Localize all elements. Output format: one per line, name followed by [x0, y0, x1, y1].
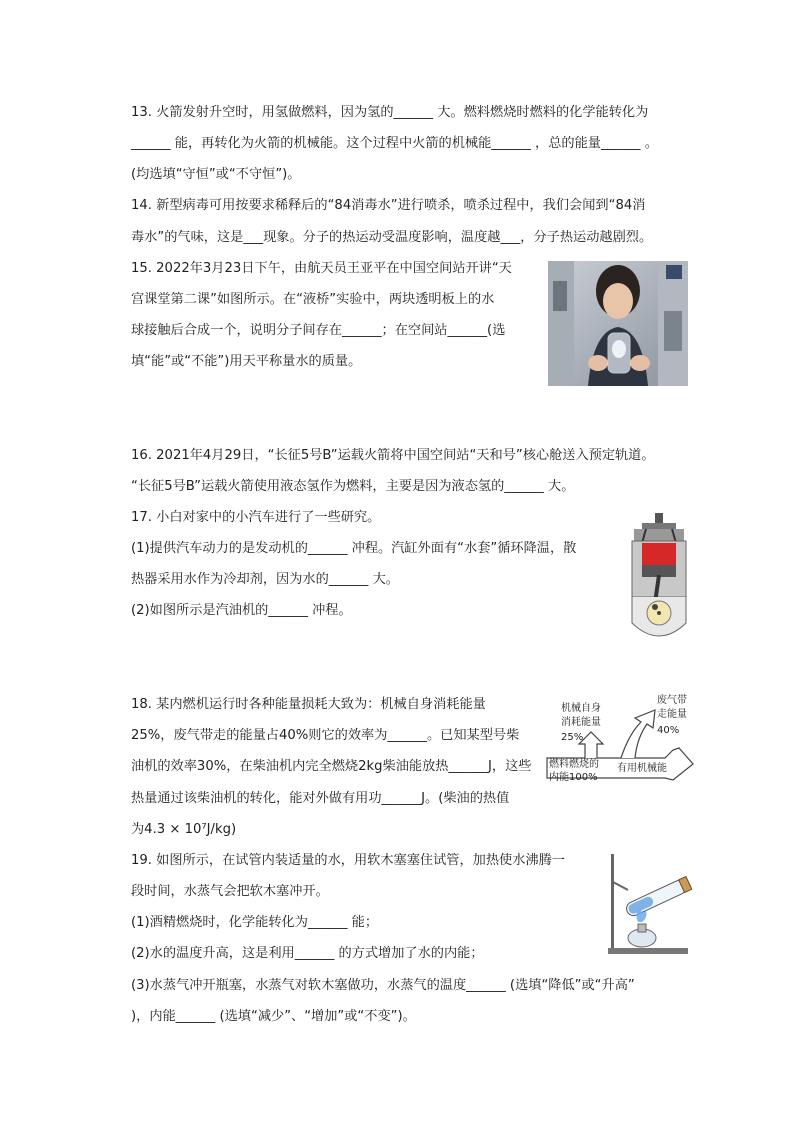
diagram-exhaust-pct: 40% — [657, 725, 680, 736]
gasoline-engine-diagram — [628, 513, 690, 645]
q19-line-2: 段时间，水蒸气会把软木塞冲开。 — [131, 884, 329, 899]
q13-line-2: ______ 能，再转化为火箭的机械能。这个过程中火箭的机械能______ ，总的能量______ 。 — [131, 136, 658, 151]
q14-line-1: 14. 新型病毒可用按要求稀释后的“84消毒水”进行喷杀，喷杀过程中，我们会闻到“84消 — [131, 198, 646, 213]
q19-line-5: (3)水蒸气冲开瓶塞，水蒸气对软木塞做功，水蒸气的温度______ (选填“降低”或“升高” — [131, 978, 635, 993]
q14-line-2: 毒水”的气味，这是___现象。分子的热运动受温度影响，温度越___，分子热运动越剧烈。 — [131, 230, 653, 245]
diagram-fuel-2: 内能100% — [549, 772, 598, 783]
q13-line-1: 13. 火箭发射升空时，用氢做燃料，因为氢的______ 大。燃料燃烧时燃料的化学能转化为 — [131, 105, 649, 120]
q18-line-4: 热量通过该柴油机的转化，能对外做有用功______J。(柴油的热值 — [131, 791, 510, 806]
diagram-self-pct: 25% — [561, 732, 584, 743]
q16-line-1: 16. 2021年4月29日，“长征5号B”运载火箭将中国空间站“天和号”核心舱送入预定轨道。 — [131, 448, 655, 463]
q18-line-5: 为4.3 × 10⁷J/kg) — [131, 822, 237, 837]
diagram-self-loss: 机械自身 — [561, 703, 601, 714]
diagram-exhaust: 废气带 — [657, 695, 687, 706]
diagram-fuel: 燃料燃烧的 — [549, 759, 599, 770]
q15-line-4: 填“能”或“不能”)用天平称量水的质量。 — [131, 354, 362, 369]
q17-line-1: 17. 小白对家中的小汽车进行了一些研究。 — [131, 510, 381, 525]
diagram-exhaust-2: 走能量 — [657, 709, 687, 720]
q16-line-2: “长征5号B”运载火箭使用液态氢作为燃料，主要是因为液态氢的______ 大。 — [131, 479, 575, 494]
q15-line-3: 球接触后合成一个，说明分子间存在______；在空间站______(选 — [131, 323, 506, 338]
q19-line-4: (2)水的温度升高，这是利用______ 的方式增加了水的内能； — [131, 946, 484, 961]
diagram-useful: 有用机械能 — [617, 763, 667, 774]
energy-flow-diagram — [545, 694, 705, 794]
diagram-self-loss-2: 消耗能量 — [561, 717, 601, 728]
q18-line-3: 油机的效率30%，在柴油机内完全燃烧2kg柴油能放热______J，这些 — [131, 759, 532, 774]
test-tube-experiment-diagram — [608, 852, 694, 956]
q19-line-6: )，内能______ (选填“减少”、“增加”或“不变”)。 — [131, 1009, 416, 1024]
q17-line-2: (1)提供汽车动力的是发动机的______ 冲程。汽缸外面有“水套”循环降温，散 — [131, 541, 577, 556]
q18-line-2: 25%，废气带走的能量占40%则它的效率为______。已知某型号柴 — [131, 728, 520, 743]
q17-line-3: 热器采用水作为冷却剂，因为水的______ 大。 — [131, 572, 399, 587]
q13-line-3: (均选填“守恒”或“不守恒”)。 — [131, 167, 301, 182]
q19-line-3: (1)酒精燃烧时，化学能转化为______ 能； — [131, 915, 379, 930]
q15-line-1: 15. 2022年3月23日下午，由航天员王亚平在中国空间站开讲“天 — [131, 261, 512, 276]
q17-line-4: (2)如图所示是汽油机的______ 冲程。 — [131, 603, 352, 618]
q18-line-1: 18. 某内燃机运行时各种能量损耗大致为：机械自身消耗能量 — [131, 697, 486, 712]
q19-line-1: 19. 如图所示，在试管内装适量的水，用软木塞塞住试管，加热使水沸腾一 — [131, 853, 565, 868]
space-station-photo — [548, 261, 688, 386]
q15-line-2: 宫课堂第二课”如图所示。在“液桥”实验中，两块透明板上的水 — [131, 292, 495, 307]
